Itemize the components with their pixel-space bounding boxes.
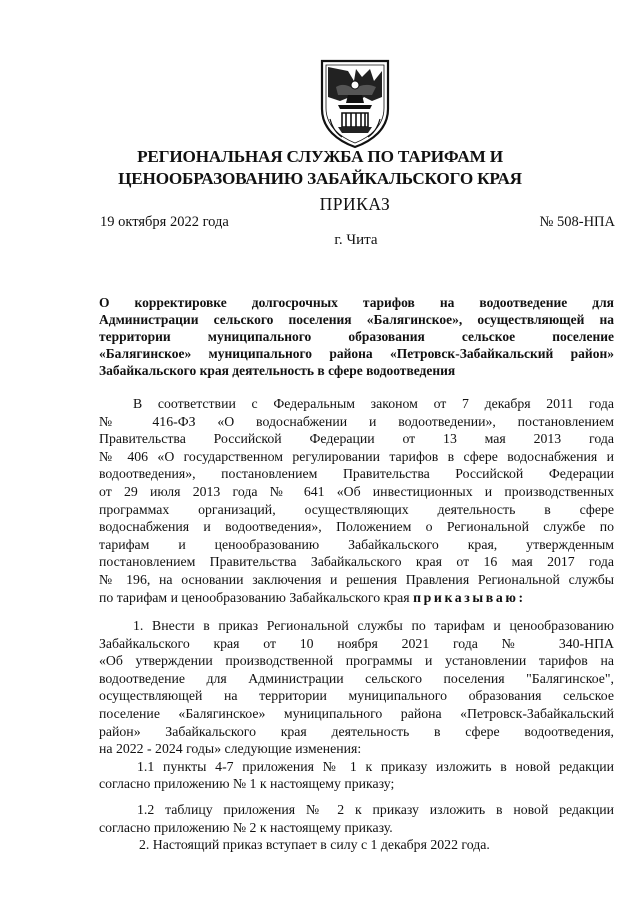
preamble-line: тарифам и ценообразованию Забайкальского края, утвержденным xyxy=(99,536,614,552)
preamble-line: № 406 «О государственном регулировании тарифов в сфере водоснабжения и xyxy=(99,448,614,464)
agency-title xyxy=(80,146,560,190)
item-2-line: 2. Настоящий приказ вступает в силу с 1 декабря 2022 года. xyxy=(139,837,490,853)
preamble-line: водоотведения», постановлением Правительства Российской Федерации xyxy=(99,466,614,482)
item-1-1-line: согласно приложению № 1 к настоящему приказу; xyxy=(99,776,395,792)
preamble xyxy=(99,395,614,606)
item-1-line: водоотведение для Администрации сельского поселения "Балягинское", xyxy=(99,670,614,686)
subject-line: территории муниципального образования сельское поселение xyxy=(99,329,614,344)
preamble-line: В соответствии с Федеральным законом от 7 декабря 2011 года xyxy=(133,396,614,411)
item-1-2-line: 1.2 таблицу приложения № 2 к приказу изложить в новой редакции xyxy=(137,801,614,817)
coat-of-arms-icon xyxy=(318,57,392,149)
preamble-line: № 196, на основании заключения и решения Правления Региональной службы xyxy=(99,571,614,587)
document-number: № 508-НПА xyxy=(539,214,615,230)
preamble-last-text: по тарифам и ценообразованию Забайкальского края xyxy=(99,589,410,605)
order-verb: приказываю: xyxy=(413,589,526,605)
subject-line: Администрации сельского поселения «Балягинское», осуществляющей на xyxy=(99,312,614,327)
spacer xyxy=(99,793,614,801)
preamble-line: водоснабжения и водоотведения», Положением о Региональной службе по xyxy=(99,519,614,535)
subject-line: О корректировке долгосрочных тарифов на водоотведение для xyxy=(99,295,614,310)
preamble-last-line xyxy=(99,589,614,607)
item-1-line: 1. Внести в приказ Региональной службы по тарифам и ценообразованию xyxy=(133,618,614,633)
item-1-line: поселение «Балягинское» муниципального района «Петровск-Забайкальский xyxy=(99,705,614,721)
preamble-line: программах организаций, осуществляющих деятельность в сфере xyxy=(99,501,614,517)
subject-line: «Балягинское» муниципального района «Петровск-Забайкальский район» xyxy=(99,346,614,361)
item-1-line: на 2022 - 2024 годы» следующие изменения: xyxy=(99,741,362,757)
document-city: г. Чита xyxy=(334,232,378,248)
preamble-line: от 29 июля 2013 года № 641 «Об инвестиционных и производственных xyxy=(99,483,614,499)
item-1-line: «Об утверждении производственной программы и установлении тарифов на xyxy=(99,653,614,669)
document-subject xyxy=(99,294,614,379)
item-1-1-line: 1.1 пункты 4-7 приложения № 1 к приказу изложить в новой редакции xyxy=(137,758,614,774)
document-date: 19 октября 2022 года xyxy=(100,214,229,230)
agency-title-line-1: РЕГИОНАЛЬНАЯ СЛУЖБА ПО ТАРИФАМ И xyxy=(137,147,503,166)
subject-line: Забайкальского края деятельность в сфере водоотведения xyxy=(99,363,456,378)
preamble-line: № 416-ФЗ «О водоснабжении и водоотведении», постановлением xyxy=(99,413,614,429)
item-1-line: осуществляющей на территории муниципального образования сельское xyxy=(99,688,614,704)
preamble-line: Правительства Российской Федерации от 13 мая 2013 года xyxy=(99,431,614,447)
item-1-line: район» Забайкальского края деятельность в сфере водоотведения, xyxy=(99,723,614,739)
item-1-line: Забайкальского края от 10 ноября 2021 года № 340-НПА xyxy=(99,635,614,651)
agency-title-line-2: ЦЕНООБРАЗОВАНИЮ ЗАБАЙКАЛЬСКОГО КРАЯ xyxy=(118,169,522,188)
document-type: ПРИКАЗ xyxy=(319,194,391,214)
item-1-2-line: согласно приложению № 2 к настоящему приказу. xyxy=(99,819,393,835)
preamble-line: постановлением Правительства Забайкальского края от 16 мая 2017 года xyxy=(99,554,614,570)
order-items xyxy=(99,617,614,854)
